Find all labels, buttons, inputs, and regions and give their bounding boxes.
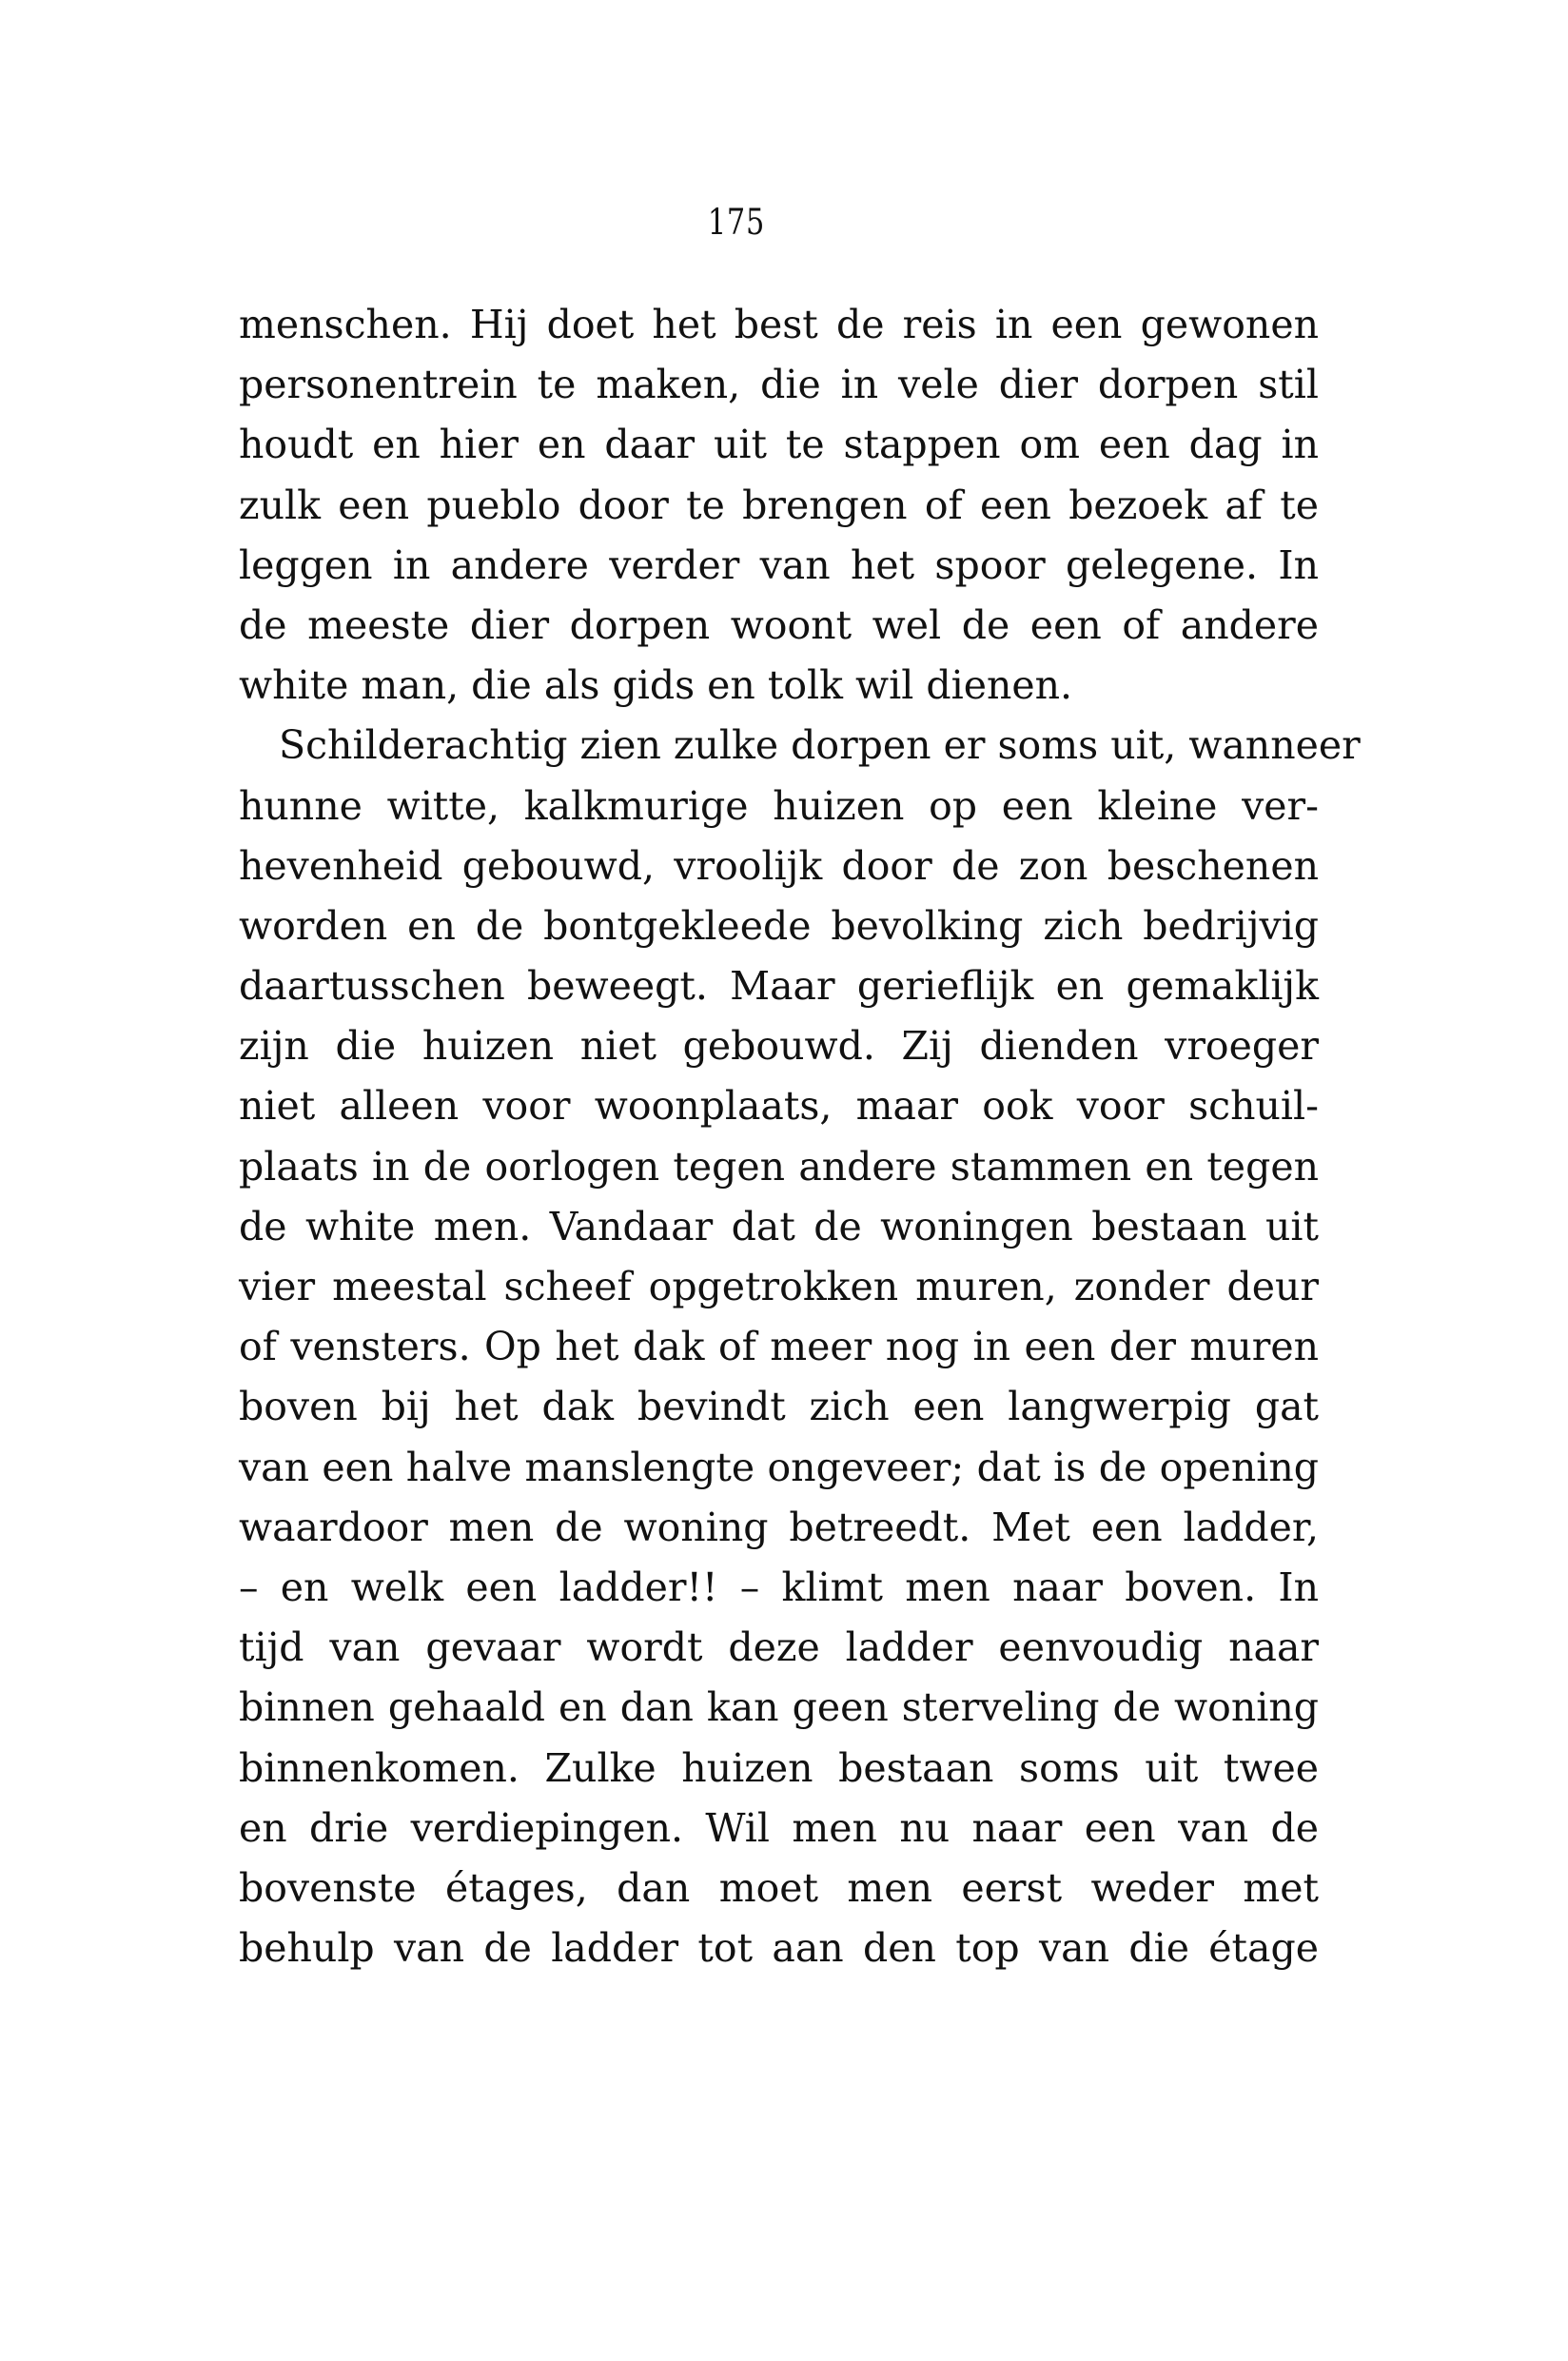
text-line: daartusschen beweegt. Maar gerieflijk en gemaklijk <box>239 963 1319 1010</box>
page-number: 175 <box>707 202 766 243</box>
text-line: personentrein te maken, die in vele dier dorpen stil <box>239 362 1319 408</box>
text-line: Schilderachtig zien zulke dorpen er soms uit, wanneer <box>279 722 1361 769</box>
text-line: tijd van gevaar wordt deze ladder eenvoudig naar <box>239 1624 1319 1671</box>
body-text <box>239 295 1361 1978</box>
text-line: hevenheid gebouwd, vroolijk door de zon beschenen <box>239 842 1319 889</box>
text-line: behulp van de ladder tot aan den top van die étage <box>239 1925 1319 1972</box>
text-line: zijn die huizen niet gebouwd. Zij dienden vroeger <box>239 1023 1319 1070</box>
paragraph-1 <box>239 295 1319 716</box>
text-line: leggen in andere verder van het spoor gelegene. In <box>239 541 1319 588</box>
text-line: en drie verdiepingen. Wil men nu naar een van de <box>239 1804 1319 1851</box>
text-line: vier meestal scheef opgetrokken muren, zonder deur <box>239 1264 1319 1309</box>
text-line: of vensters. Op het dak of meer nog in een der muren <box>239 1324 1319 1370</box>
text-line: – en welk een ladder!! – klimt men naar boven. In <box>239 1564 1319 1610</box>
text-line: zulk een pueblo door te brengen of een bezoek af te <box>239 482 1319 528</box>
text-line: houdt en hier en daar uit te stappen om een dag in <box>239 422 1319 468</box>
text-line: van een halve manslengte ongeveer; dat is de opening <box>239 1444 1319 1490</box>
text-line: hunne witte, kalkmurige huizen op een kleine ver- <box>239 782 1319 829</box>
text-line: niet alleen voor woonplaats, maar ook voor schuil- <box>239 1083 1319 1130</box>
text-line: boven bij het dak bevindt zich een langwerpig gat <box>239 1384 1319 1430</box>
text-line: menschen. Hij doet het best de reis in een gewonen <box>239 302 1319 347</box>
text-line: waardoor men de woning betreedt. Met een ladder, <box>239 1504 1319 1550</box>
text-line: de meeste dier dorpen woont wel de een of andere <box>239 601 1319 648</box>
text-line: de white men. Vandaar dat de woningen bestaan uit <box>239 1203 1319 1249</box>
paragraph-2 <box>239 716 1361 1978</box>
text-line: plaats in de oorlogen tegen andere stammen en tegen <box>239 1143 1319 1190</box>
text-line: binnen gehaald en dan kan geen sterveling de woning <box>239 1684 1319 1731</box>
text-line: binnenkomen. Zulke huizen bestaan soms uit twee <box>239 1744 1319 1791</box>
text-line: bovenste étages, dan moet men eerst weder met <box>239 1864 1319 1911</box>
text-line: worden en de bontgekleede bevolking zich bedrijvig <box>239 902 1319 949</box>
text-line: white man, die als gids en tolk wil dienen. <box>239 662 1073 709</box>
